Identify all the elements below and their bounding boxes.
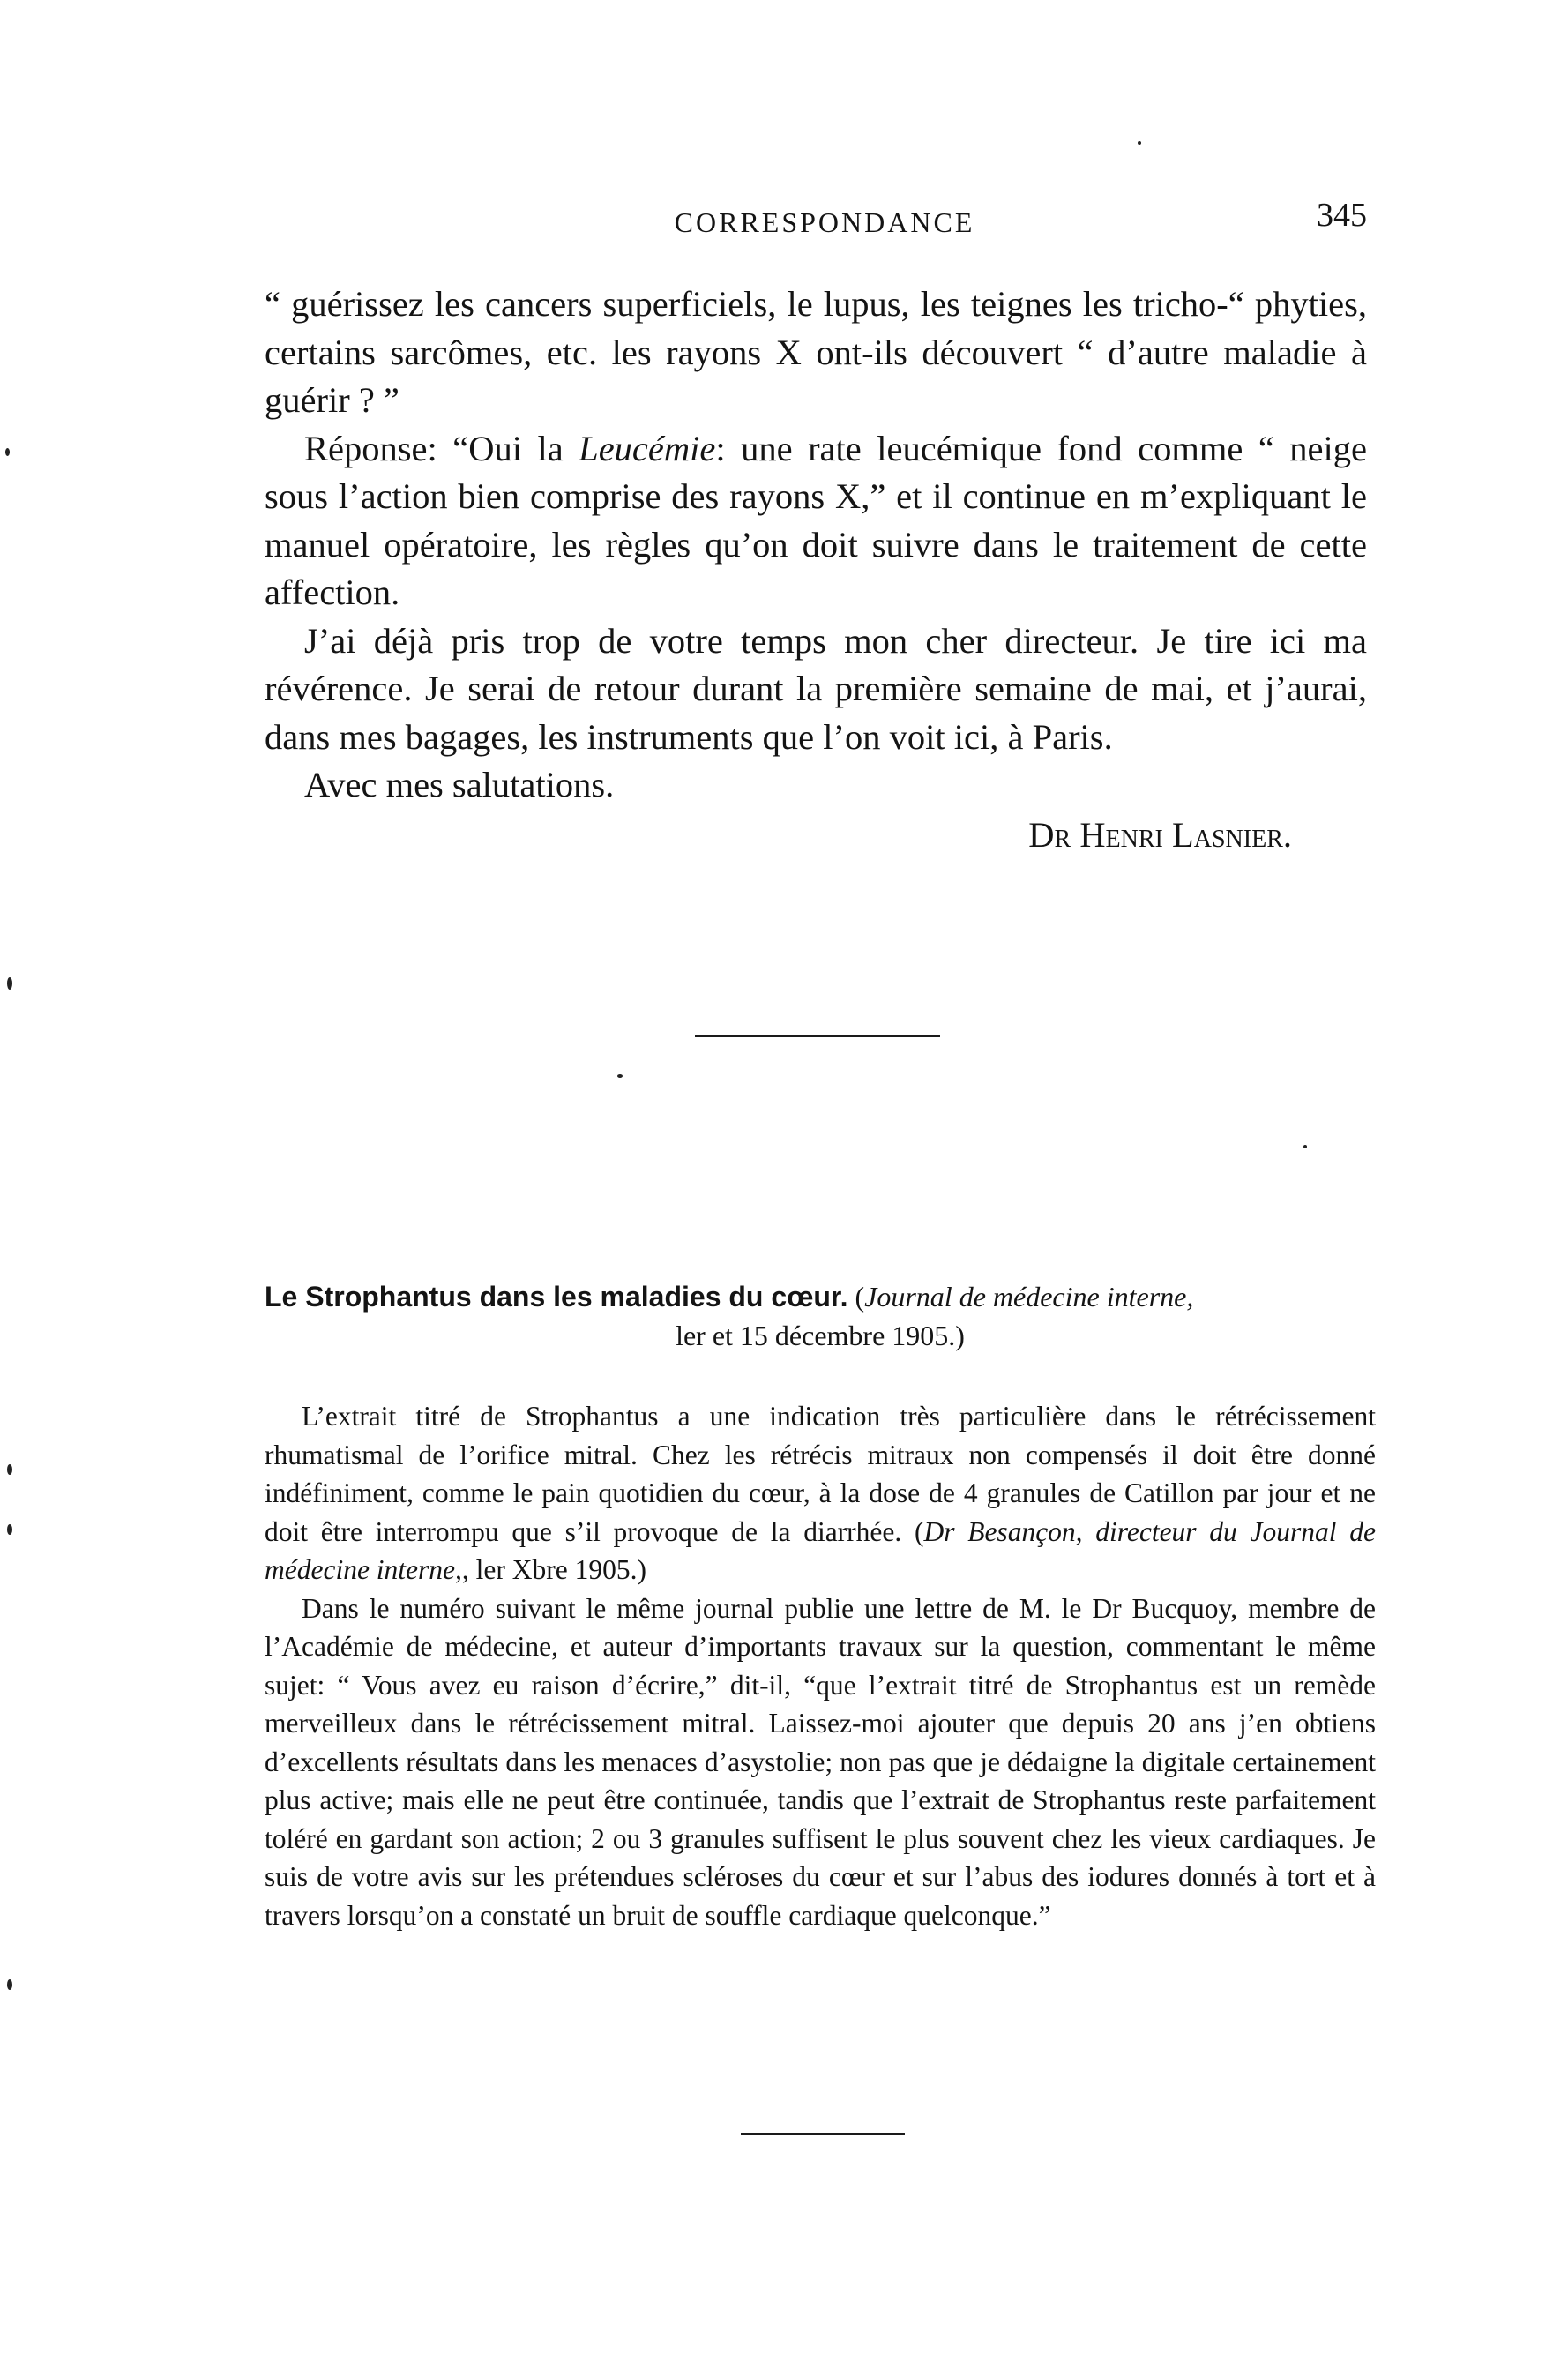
article-date: ler et 15 décembre 1905.) xyxy=(676,1320,965,1351)
article-paragraph: Dans le numéro suivant le même journal publie une lettre de M. le Dr Bucquoy, membre de l’Académie de médecine, et auteur d’importants travaux sur la question, commentant le même sujet: “ Vous avez eu raison d’écrire,” dit-il, “que l’extrait titré de Strophantus est un remède merveilleux dans le rétrécissement mitral. Laissez-moi ajouter que depuis 20 ans j’en obtiens d’excellents résultats dans les menaces d’asystolie; non pas que je dédaigne la digitale certainement plus active; mais elle ne peut être continuée, tandis que l’extrait de Strophantus reste parfaitement toléré en gardant son action; 2 ou 3 granules suffisent le plus souvent chez les vieux cardiaques. Je suis de votre avis sur les prétendues scléroses du cœur et sur l’abus des iodures donnés à tort et à travers lorsqu’on a constaté un bruit de souffle cardiaque quelconque.” xyxy=(265,1592,1376,1931)
letter-signature: Dr Henri Lasnier. xyxy=(1028,814,1292,855)
scan-speck xyxy=(617,1074,623,1078)
scan-speck xyxy=(7,1979,12,1990)
article-p1-end: , ler Xbre 1905.) xyxy=(461,1554,646,1585)
article-p1-text: L’extrait titré de Strophantus a une indication très particulière dans le rétrécissement rhumatismal de l’orifice mitral. Chez les rétrécis mitraux non compensés il doit être donné indéfiniment, comme le pain quotidien du cœur, à la dose de 4 granules de Catillon par jour et ne doit être interrompu que s’il provoque de la diarrhée. ( xyxy=(265,1401,1376,1547)
letter-paragraph: J’ai déjà pris trop de votre temps mon cher directeur. Je tire ici ma révérence. Je serai de retour durant la première semaine de mai, et j’aurai, dans mes bagages, les instruments que l’on voit ici, à Paris. xyxy=(265,620,1367,757)
page-header xyxy=(265,196,1385,249)
scan-speck xyxy=(7,977,12,990)
article-paragraph xyxy=(265,1397,1376,1589)
page-number: 345 xyxy=(1317,197,1367,234)
article-body xyxy=(265,1397,1376,1934)
section-divider xyxy=(695,1035,940,1037)
end-divider xyxy=(741,2133,905,2135)
letter-paragraph xyxy=(265,425,1367,617)
article-p1-citation: Dr Besançon, directeur du Journal de médecine interne, xyxy=(265,1515,1376,1585)
running-title: CORRESPONDANCE xyxy=(674,206,975,238)
letter-reponse-rest: : une rate leucémique fond comme “ neige sous l’action bien comprise des rayons X,” et il continue en m’expliquant le manuel opératoire, les règles qu’on doit suivre dans le traitement de cette affection. xyxy=(265,428,1368,612)
article-heading xyxy=(265,1277,1376,1355)
scan-speck xyxy=(1138,141,1141,145)
article-source-open: ( xyxy=(855,1281,865,1313)
article-source: Journal de médecine interne, xyxy=(864,1281,1194,1313)
letter-closing: Avec mes salutations. xyxy=(304,765,615,804)
scan-speck xyxy=(7,1524,12,1535)
letter-reponse-lead: Réponse: “Oui la xyxy=(304,428,579,468)
article-title: Le Strophantus dans les maladies du cœur. xyxy=(265,1281,848,1313)
letter-paragraph: “ guérissez les cancers superficiels, le lupus, les teignes les tricho-“ phyties, certains sarcômes, etc. les rayons X ont-ils découvert “ d’autre maladie à guérir ? ” xyxy=(265,284,1367,420)
scan-speck xyxy=(1303,1145,1307,1148)
letter-text xyxy=(265,280,1367,859)
scan-speck xyxy=(7,1464,12,1475)
letter-reponse-italic: Leucémie xyxy=(579,428,716,468)
scan-speck xyxy=(5,448,10,456)
